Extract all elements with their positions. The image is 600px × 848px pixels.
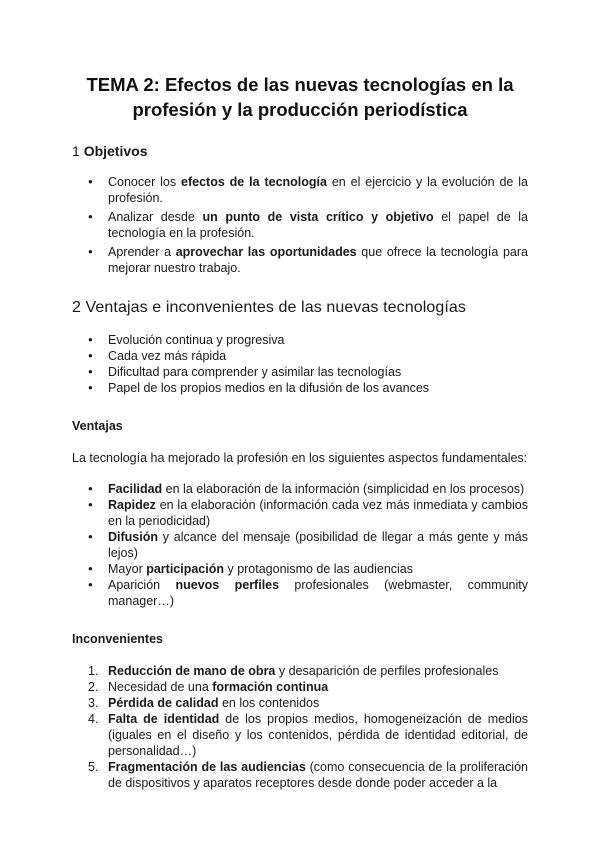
title-line-1: TEMA 2: Efectos de las nuevas tecnologías en la	[86, 74, 514, 95]
objectives-list	[72, 174, 528, 276]
list-item: ● Facilidad en la elaboración de la información (simplicidad en los procesos)	[72, 481, 528, 497]
ventajas-heading: Ventajas	[72, 419, 123, 433]
list-number: 1.	[88, 664, 99, 678]
list-item: ● Rapidez en la elaboración (información cada vez más inmediata y cambios en la periodicidad)	[72, 497, 528, 529]
inconvenientes-heading: Inconvenientes	[72, 632, 163, 646]
list-item: ● Aprender a aprovechar las oportunidades que ofrece la tecnología para mejorar nuestro trabajo.	[72, 244, 528, 276]
section-2-heading: 2 Ventajas e inconvenientes de las nuevas tecnologías	[72, 299, 467, 316]
inconvenientes-list	[72, 663, 528, 791]
list-item: 4. Falta de identidad de los propios medios, homogeneización de medios (iguales en el diseño y los contenidos, pérdida de identidad editorial, de personalidad…)	[88, 712, 528, 758]
objectives-heading	[72, 142, 528, 160]
list-item: ● Conocer los efectos de la tecnología en el ejercicio y la evolución de la profesión.	[72, 174, 528, 206]
list-number: 2.	[88, 680, 99, 694]
list-item: ● Evolución continua y progresiva	[72, 332, 528, 348]
list-number: 5.	[88, 760, 99, 774]
list-item: 5. Fragmentación de las audiencias (como consecuencia de la proliferación de dispositivos y aparatos receptores desde donde poder acceder a la	[88, 760, 528, 790]
list-item: ● Cada vez más rápida	[72, 348, 528, 364]
list-item: ● Dificultad para comprender y asimilar las tecnologías	[72, 364, 528, 380]
ventajas-intro: La tecnología ha mejorado la profesión en los siguientes aspectos fundamentales:	[72, 451, 528, 465]
section-2-list	[72, 332, 528, 396]
objectives-heading-number: 1	[72, 143, 80, 159]
list-number: 4.	[88, 712, 99, 726]
ventajas-list	[72, 481, 528, 609]
objectives-heading-text: Objetivos	[83, 143, 148, 159]
list-item: ● Aparición nuevos perfiles profesionales (webmaster, community manager…)	[72, 577, 528, 609]
title-line-2: profesión y la producción periodística	[132, 99, 468, 120]
list-number: 3.	[88, 696, 99, 710]
list-item: ● Difusión y alcance del mensaje (posibilidad de llegar a más gente y más lejos)	[72, 529, 528, 561]
list-item: 1. Reducción de mano de obra y desaparición de perfiles profesionales	[88, 664, 499, 678]
document-title	[72, 72, 528, 122]
list-item: ● Papel de los propios medios en la difusión de los avances	[72, 380, 528, 396]
list-item: 2. Necesidad de una formación continua	[88, 680, 329, 694]
list-item: ● Analizar desde un punto de vista crítico y objetivo el papel de la tecnología en la profesión.	[72, 209, 528, 241]
list-item: 3. Pérdida de calidad en los contenidos	[88, 696, 320, 710]
list-item: ● Mayor participación y protagonismo de las audiencias	[72, 561, 528, 577]
